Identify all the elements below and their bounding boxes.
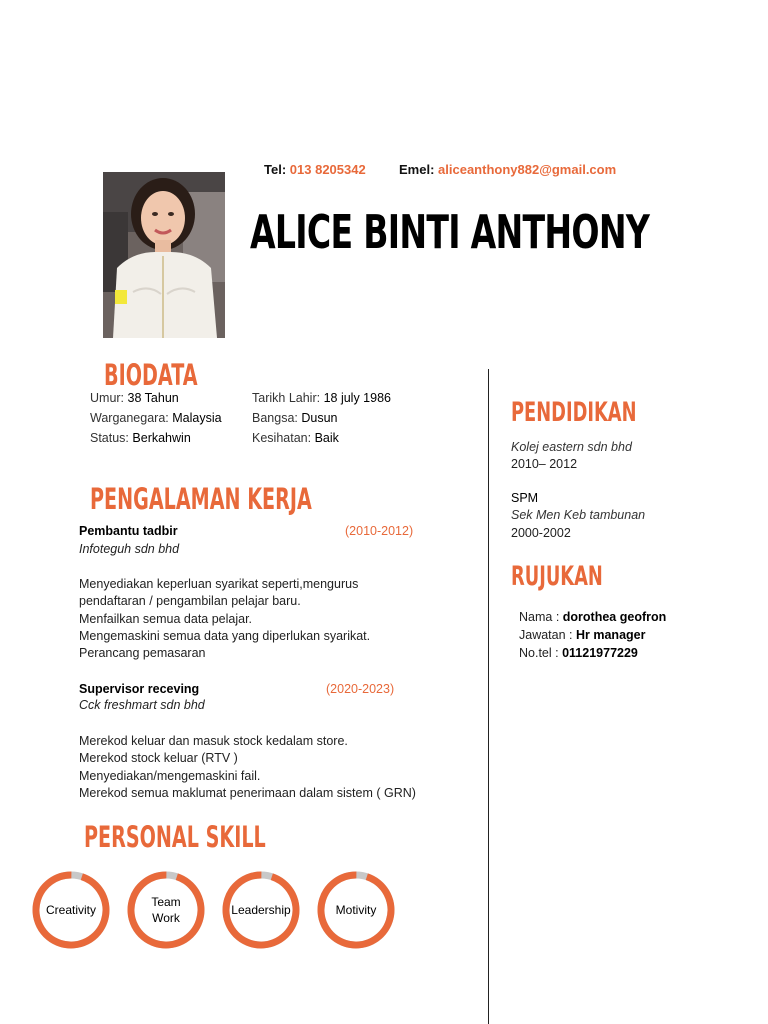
profile-photo <box>103 172 225 338</box>
biodata-birthdate <box>252 391 391 405</box>
duty-line: pendaftaran / pengambilan pelajar baru. <box>79 594 301 609</box>
bio-label: Bangsa: <box>252 411 298 425</box>
bio-value: 38 Tahun <box>127 391 179 405</box>
reference-phone <box>519 644 666 662</box>
skill-label: Motivity <box>335 903 377 917</box>
duty-line: Perancang pemasaran <box>79 646 206 661</box>
education-school: Sek Men Keb tambunan <box>511 508 646 522</box>
phone-value[interactable]: 013 8205342 <box>289 162 366 177</box>
job-title: Pembantu tadbir <box>79 524 178 538</box>
bio-label: Status: <box>90 431 129 445</box>
job-period: (2010-2012) <box>345 524 414 538</box>
phone-label: Tel: <box>264 162 287 177</box>
education-years: 2000-2002 <box>511 526 571 540</box>
skill-ring <box>126 870 206 950</box>
duty-line: Mengemaskini semua data yang diperlukan syarikat. <box>79 628 371 643</box>
duty-line: Merekod semua maklumat penerimaan dalam sistem ( GRN) <box>79 785 416 800</box>
ref-value: dorothea geofron <box>562 610 667 624</box>
ref-value[interactable]: 01121977229 <box>562 646 638 660</box>
duty-line: Menyediakan keperluan syarikat seperti,mengurus <box>79 577 359 591</box>
skill-ring <box>31 870 111 950</box>
phone-contact <box>264 162 366 177</box>
biodata-status <box>90 431 191 445</box>
reference-name <box>519 608 666 626</box>
duty-line: Menyediakan/mengemaskini fail. <box>79 768 261 783</box>
education-heading: PENDIDIKAN <box>511 397 637 428</box>
ref-label: Jawatan : <box>519 628 573 642</box>
job-duties <box>79 733 416 802</box>
job-company: Cck freshmart sdn bhd <box>79 698 205 712</box>
education-level: SPM <box>511 491 539 505</box>
duty-line: Merekod keluar dan masuk stock kedalam store. <box>79 734 348 748</box>
experience-heading: PENGALAMAN KERJA <box>90 482 312 516</box>
biodata-health <box>252 431 339 445</box>
candidate-name: ALICE BINTI ANTHONY <box>250 205 650 259</box>
job-duties <box>79 576 370 662</box>
education-years: 2010– 2012 <box>511 457 578 471</box>
duty-line: Merekod stock keluar (RTV ) <box>79 751 238 766</box>
reference-position <box>519 626 666 644</box>
duty-line: Menfailkan semua data pelajar. <box>79 611 253 626</box>
education-school: Kolej eastern sdn bhd <box>511 440 632 454</box>
skill-label: Leadership <box>231 903 291 917</box>
reference-heading: RUJUKAN <box>511 561 603 592</box>
biodata-citizenship <box>90 411 222 425</box>
bio-value: Malaysia <box>172 411 222 425</box>
skill-ring <box>316 870 396 950</box>
bio-label: Kesihatan: <box>252 431 312 445</box>
bio-value: Berkahwin <box>132 431 191 445</box>
bio-value: Baik <box>314 431 339 445</box>
bio-label: Tarikh Lahir: <box>252 391 321 405</box>
skill-ring <box>221 870 301 950</box>
bio-label: Umur: <box>90 391 125 405</box>
ref-label: No.tel : <box>519 646 559 660</box>
bio-label: Warganegara: <box>90 411 169 425</box>
biodata-heading: BIODATA <box>104 358 198 392</box>
skills-heading: PERSONAL SKILL <box>84 820 266 854</box>
ref-label: Nama : <box>519 610 560 624</box>
email-label: Emel: <box>399 162 435 177</box>
bio-value: Dusun <box>301 411 338 425</box>
job-company: Infoteguh sdn bhd <box>79 542 180 556</box>
skill-label: Team Work <box>151 895 181 925</box>
job-period: (2020-2023) <box>326 682 395 696</box>
bio-value: 18 july 1986 <box>323 391 391 405</box>
ref-value: Hr manager <box>576 628 646 642</box>
biodata-age <box>90 391 179 405</box>
skill-label: Creativity <box>45 903 96 917</box>
email-value[interactable]: aliceanthony882@gmail.com <box>438 162 617 177</box>
column-divider <box>488 369 489 1024</box>
biodata-race <box>252 411 338 425</box>
reference-details <box>519 608 666 662</box>
email-contact <box>399 162 616 177</box>
job-title: Supervisor receving <box>79 682 200 696</box>
